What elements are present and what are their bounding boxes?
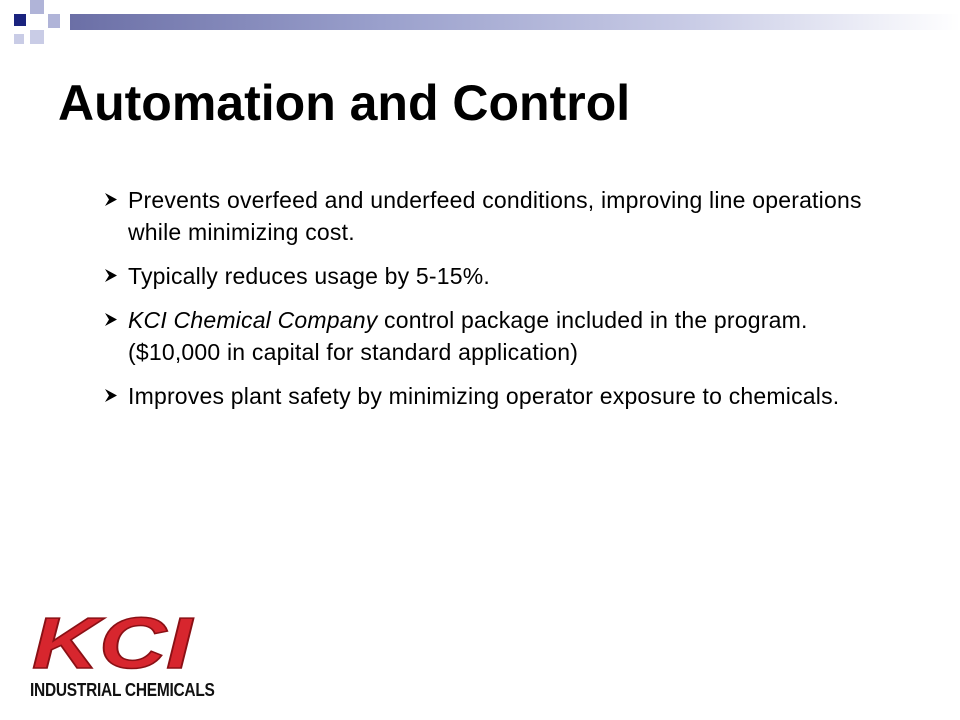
- kci-logo-mark: [28, 608, 198, 678]
- corner-square-pale-2: [14, 34, 24, 44]
- slide-title: Automation and Control: [58, 75, 631, 131]
- bullet-item: [104, 380, 904, 412]
- bullet-item: [104, 304, 904, 368]
- bullet-text: KCI Chemical Company: [128, 307, 378, 333]
- logo-mark-text: KCI: [32, 608, 195, 678]
- bullet-text: Prevents overfeed and underfeed conditions, improving line operations while minimizing cost.: [128, 187, 862, 245]
- header-rule: [70, 14, 960, 30]
- arrow-bullet-icon: [104, 192, 119, 207]
- bullet-item: [104, 260, 904, 292]
- arrow-bullet-icon: [104, 268, 119, 283]
- arrow-bullet-icon: [104, 312, 119, 327]
- corner-square-navy: [14, 14, 26, 26]
- bullet-text: Improves plant safety by minimizing operator exposure to chemicals.: [128, 383, 840, 409]
- kci-logo: [28, 608, 218, 708]
- bullet-list: [104, 184, 904, 424]
- corner-square-lavender-2: [48, 14, 60, 28]
- bullet-item: [104, 184, 904, 248]
- bullet-text: control package included in the program. ($10,000 in capital for standard application): [128, 307, 808, 365]
- corner-square-lavender: [30, 0, 44, 14]
- logo-subtitle: INDUSTRIAL CHEMICALS: [30, 680, 215, 700]
- bullet-text: Typically reduces usage by 5-15%.: [128, 263, 491, 289]
- arrow-bullet-icon: [104, 388, 119, 403]
- corner-square-pale: [30, 30, 44, 44]
